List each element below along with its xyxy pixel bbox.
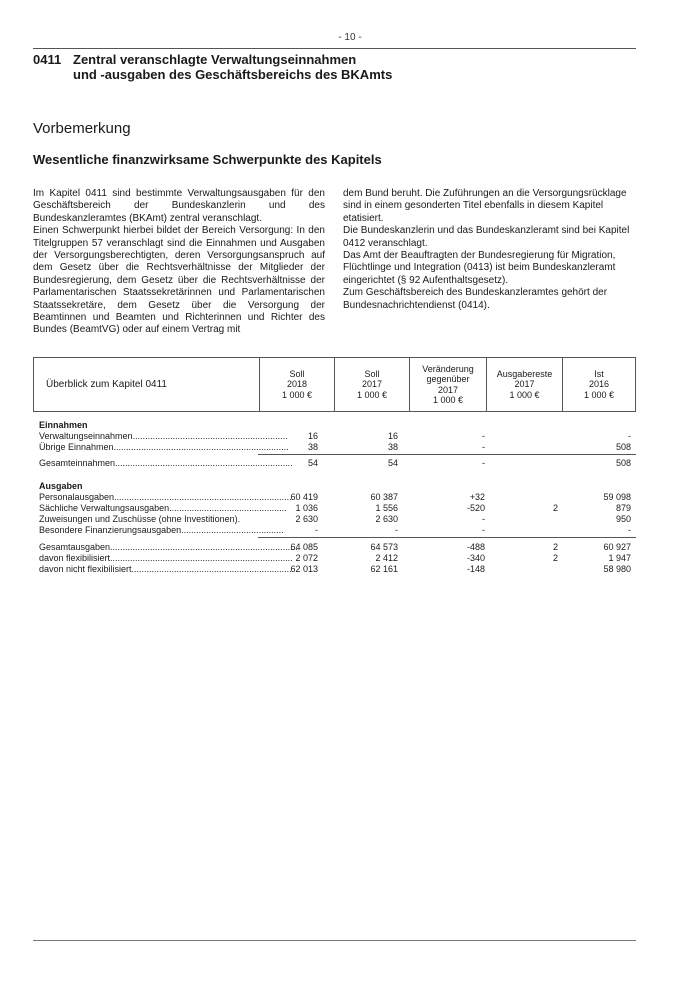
cell-soll-2017: 38: [387, 442, 398, 452]
table-row: [33, 458, 636, 469]
paragraph: dem Bund beruht. Die Zuführungen an die Versorgungsrücklage sind in einem gesonderten Titel ebenfalls in diesem Kapitel etatisiert.: [343, 188, 627, 224]
table-row: [33, 492, 636, 503]
row-label: Zuweisungen und Zuschüsse (ohne Investitionen).: [39, 514, 241, 524]
column-header-soll-2017: [334, 358, 409, 411]
header-line: 2016: [588, 379, 610, 390]
cell-soll-2017: 2 412: [375, 553, 398, 563]
cell-ist-2016: -: [628, 431, 631, 441]
row-label: Übrige Einnahmen......................................................................: [39, 442, 289, 452]
chapter-number: 0411: [33, 52, 62, 67]
header-line: 2018: [286, 379, 308, 390]
column-header-ist-2016: [562, 358, 635, 411]
cell-soll-2018: 1 036: [295, 503, 318, 513]
column-header-ausgabereste: [486, 358, 562, 411]
cell-soll-2017: 60 387: [370, 492, 398, 502]
section-heading: Vorbemerkung: [33, 120, 131, 137]
table-row: [33, 542, 636, 553]
cell-ist-2016: 879: [615, 503, 631, 513]
page-number: - 10 -: [338, 32, 362, 43]
cell-ist-2016: 59 098: [603, 492, 631, 502]
header-line: Ausgabereste: [496, 368, 553, 379]
cell-veraenderung: -: [482, 525, 485, 535]
header-line: gegenüber: [426, 374, 470, 384]
cell-soll-2018: 38: [307, 442, 318, 452]
header-line: 1 000 €: [509, 389, 540, 400]
body-column-right: [343, 188, 635, 312]
cell-ist-2016: 508: [615, 458, 631, 468]
cell-soll-2018: 62 013: [290, 564, 318, 574]
cell-veraenderung: -: [482, 514, 485, 524]
header-divider: [33, 48, 636, 49]
cell-soll-2017: -: [395, 525, 398, 535]
body-column-left: [33, 188, 325, 337]
table-header: [33, 357, 636, 412]
row-label: davon flexibilisiert.........................................................................: [39, 553, 293, 563]
paragraph: Einen Schwerpunkt hierbei bildet der Bereich Versorgung: In den Titelgruppen 57 veranschlagt sind die Einnahmen und Ausgaben der Versorgungsberechtigten, deren Versorgungsanspruch auf dem Gesetz über die Rechtsverhältnisse der Mitglieder der Bundesregierung, dem Gesetz über die Rechtsverhältnisse der Parlamentarischen Staatssekretärinnen und Parlamentarischen Staatssekretäre, dem Gesetz über die Versorgung der Beamtinnen und Beamten und Richterinnen und Richter des Bundes (BeamtVG) oder auf einem Vertrag mit: [33, 225, 325, 336]
sub-heading: Wesentliche finanzwirksame Schwerpunkte des Kapitels: [33, 152, 382, 167]
paragraph: Das Amt der Beauftragten der Bundesregierung für Migration, Flüchtlinge und Integration (0413) ist beim Bundeskanzleramt eingerichtet (§ 92 Aufenthaltsgesetz).: [343, 250, 616, 286]
cell-veraenderung: -148: [466, 564, 485, 574]
cell-soll-2018: -: [315, 525, 318, 535]
group-label-expenses: Ausgaben: [39, 481, 83, 491]
row-label: Verwaltungseinnahmen..............................................................: [39, 431, 288, 441]
paragraph: Die Bundeskanzlerin und das Bundeskanzleramt sind bei Kapitel 0412 veranschlagt.: [343, 225, 630, 249]
cell-soll-2018: 60 419: [290, 492, 318, 502]
cell-soll-2018: 64 085: [290, 542, 318, 552]
table-row: [33, 553, 636, 564]
header-line: 1 000 €: [281, 389, 313, 400]
header-line: Soll: [364, 368, 380, 379]
cell-veraenderung: -340: [466, 553, 485, 563]
column-header-soll-2018: [259, 358, 334, 411]
group-label-income: Einnahmen: [39, 420, 88, 430]
row-label: Sächliche Verwaltungsausgaben...............................................: [39, 503, 287, 513]
cell-soll-2018: 54: [307, 458, 318, 468]
table-row: [33, 442, 636, 453]
paragraph: Zum Geschäftsbereich des Bundeskanzleramtes gehört der Bundesnachrichtendienst (0414).: [343, 287, 608, 311]
cell-ausgabereste: 2: [552, 542, 558, 552]
cell-soll-2017: 62 161: [370, 564, 398, 574]
row-label: Personalausgaben.......................................................................: [39, 492, 292, 502]
row-label: Gesamteinnahmen.......................................................................: [39, 458, 293, 468]
cell-soll-2017: 64 573: [370, 542, 398, 552]
cell-ausgabereste: 2: [552, 503, 558, 513]
table-row: [33, 564, 636, 575]
cell-ist-2016: 508: [615, 442, 631, 452]
header-line: 2017: [437, 384, 458, 395]
cell-veraenderung: -: [482, 442, 485, 452]
overview-table: [33, 357, 636, 652]
sum-divider: [258, 537, 636, 538]
chapter-title-line2: und -ausgaben des Geschäftsbereichs des BKAmts: [73, 67, 393, 82]
cell-veraenderung: -488: [466, 542, 485, 552]
table-row: [33, 514, 636, 525]
cell-soll-2018: 2 630: [295, 514, 318, 524]
cell-soll-2018: 2 072: [295, 553, 318, 563]
cell-veraenderung: -520: [466, 503, 485, 513]
header-line: Veränderung: [422, 363, 474, 374]
cell-soll-2017: 1 556: [375, 503, 398, 513]
cell-ist-2016: 1 947: [608, 553, 631, 563]
column-header-veraenderung: [409, 358, 486, 411]
cell-ist-2016: 60 927: [603, 542, 631, 552]
cell-soll-2017: 2 630: [375, 514, 398, 524]
chapter-title-line1: Zentral veranschlagte Verwaltungseinnahmen: [73, 52, 357, 67]
table-row: [33, 503, 636, 514]
cell-veraenderung: -: [482, 431, 485, 441]
paragraph: Im Kapitel 0411 sind bestimmte Verwaltungsausgaben für den Geschäftsbereich der Bundeskanzlerin und des Bundeskanzleramtes (BKAmt) zentral veranschlagt.: [33, 188, 325, 224]
header-line: 1 000 €: [356, 389, 388, 400]
cell-ist-2016: -: [628, 525, 631, 535]
cell-ausgabereste: 2: [552, 553, 558, 563]
cell-veraenderung: +32: [469, 492, 485, 502]
header-line: Soll: [289, 368, 305, 379]
chapter-title: [33, 52, 392, 82]
table-row: [33, 525, 636, 536]
cell-soll-2017: 54: [387, 458, 398, 468]
row-label: davon nicht flexibilisiert................................................................: [39, 564, 292, 574]
cell-ist-2016: 950: [615, 514, 631, 524]
header-line: Ist: [594, 368, 604, 379]
row-label: Gesamtausgaben...........................................................................: [39, 542, 298, 552]
table-row: [33, 431, 636, 442]
cell-soll-2018: 16: [307, 431, 318, 441]
header-line: 1 000 €: [432, 395, 463, 405]
table-caption: Überblick zum Kapitel 0411: [46, 379, 167, 390]
header-line: 2017: [361, 379, 383, 390]
cell-soll-2017: 16: [387, 431, 398, 441]
footer-divider: [33, 940, 636, 941]
sum-divider: [258, 454, 636, 455]
cell-ist-2016: 58 980: [603, 564, 631, 574]
header-line: 2017: [514, 379, 535, 390]
cell-veraenderung: -: [482, 458, 485, 468]
row-label: Besondere Finanzierungsausgaben.........................................: [39, 525, 284, 535]
header-line: 1 000 €: [583, 389, 615, 400]
table-body: [33, 412, 636, 652]
